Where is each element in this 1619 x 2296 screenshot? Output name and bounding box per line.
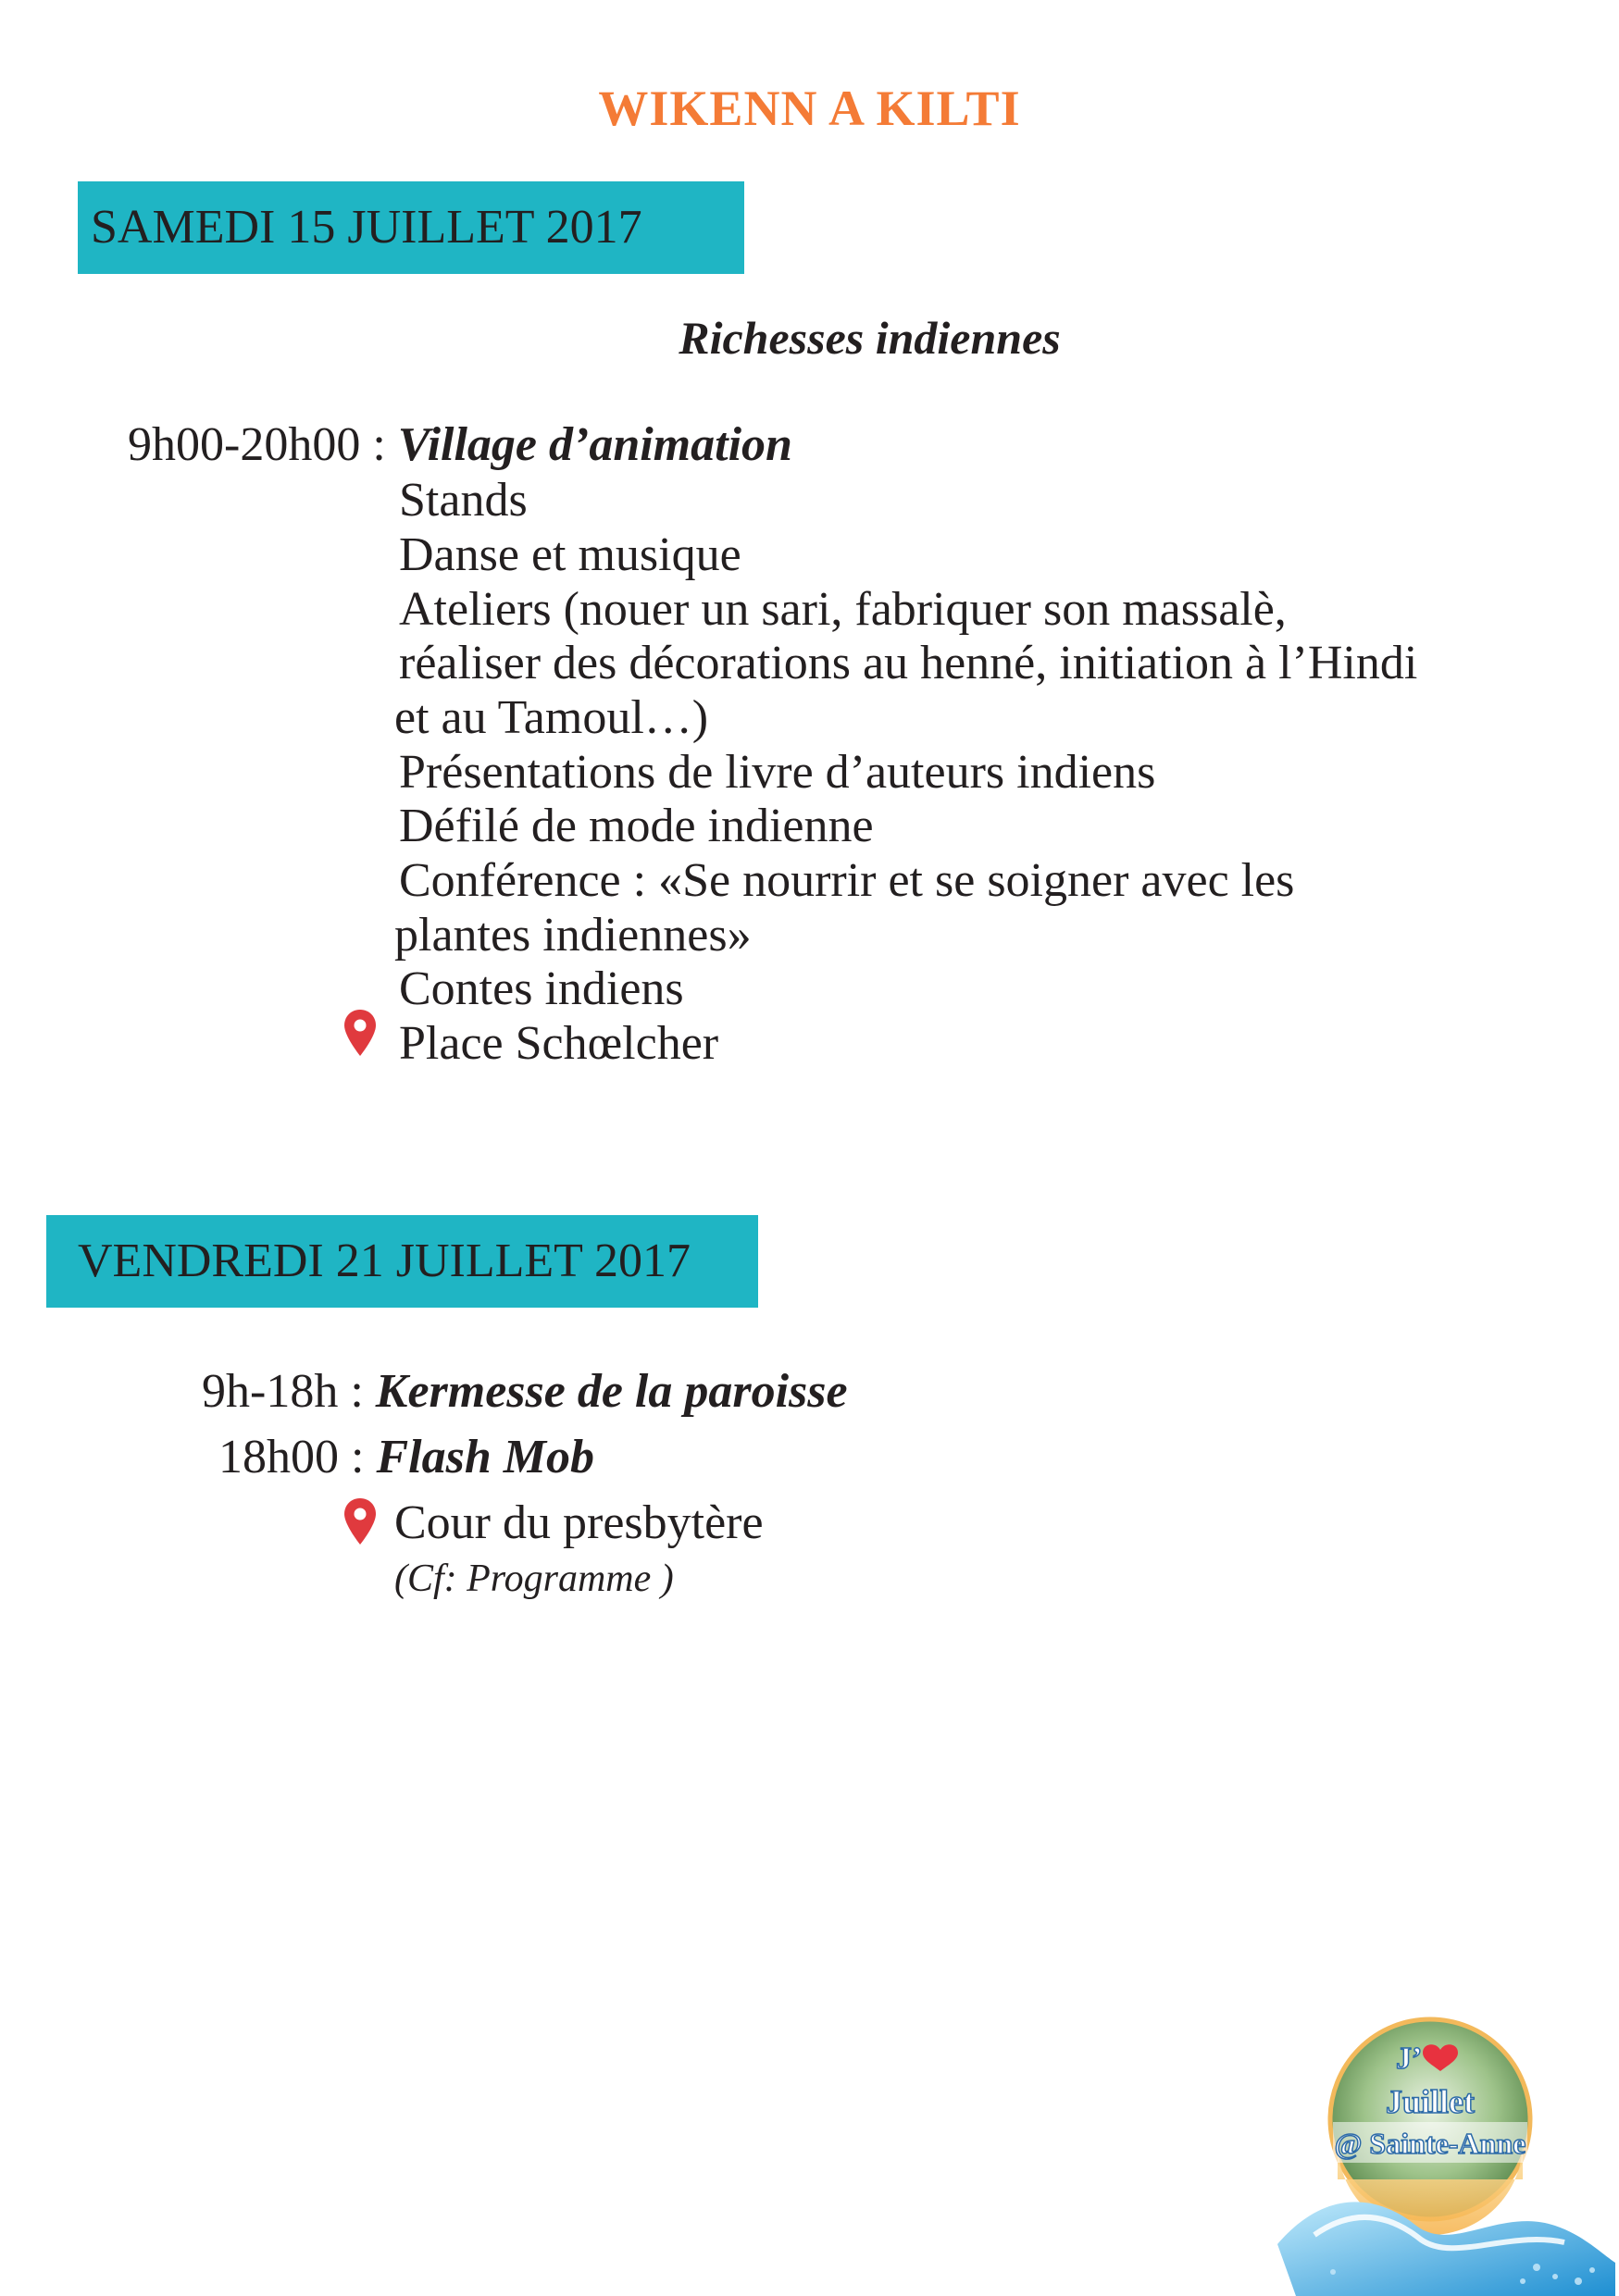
date-banner-day2: [46, 1215, 758, 1308]
location-label: Cour du presbytère: [394, 1496, 764, 1549]
theme-heading: Richesses indiennes: [679, 312, 1061, 364]
location-pin-icon: [342, 1497, 378, 1545]
list-item: plantes indiennes»: [394, 909, 752, 962]
location-label: Place Schœlcher: [399, 1017, 719, 1070]
event-name: Kermesse de la paroisse: [375, 1365, 848, 1418]
list-item: Présentations de livre d’auteurs indiens: [399, 746, 1156, 799]
event-name: Flash Mob: [376, 1431, 594, 1483]
event-line: [218, 1431, 594, 1484]
logo-line3: @ Sainte-Anne: [1334, 2127, 1526, 2160]
list-item: Conférence : «Se nourrir et se soigner avec les: [399, 854, 1295, 907]
event-name: Village d’animation: [397, 418, 792, 471]
page-title: WIKENN A KILTI: [598, 81, 1021, 136]
event-line: [202, 1365, 848, 1419]
program-note: (Cf: Programme ): [394, 1558, 674, 1600]
logo-line1: J’: [1396, 2042, 1423, 2076]
event-time: 18h00 :: [218, 1431, 365, 1483]
list-item: Ateliers (nouer un sari, fabriquer son massalè,: [399, 583, 1287, 636]
list-item: réaliser des décorations au henné, initiation à l’Hindi: [399, 637, 1418, 689]
event-time: 9h-18h :: [202, 1365, 364, 1418]
list-item: Contes indiens: [399, 962, 684, 1015]
logo-line2: Juillet: [1386, 2083, 1475, 2120]
event-line: [128, 418, 792, 472]
date-label: VENDREDI 21 JUILLET 2017: [78, 1235, 691, 1287]
event-logo: [1259, 2004, 1615, 2296]
location-pin-icon: [342, 1009, 378, 1057]
list-item: Danse et musique: [399, 528, 741, 581]
list-item: Stands: [399, 474, 528, 527]
list-item: et au Tamoul…): [394, 691, 709, 744]
event-time: 9h00-20h00 :: [128, 418, 386, 471]
date-label: SAMEDI 15 JUILLET 2017: [91, 201, 642, 254]
date-banner-day1: [78, 181, 744, 274]
list-item: Défilé de mode indienne: [399, 800, 874, 852]
